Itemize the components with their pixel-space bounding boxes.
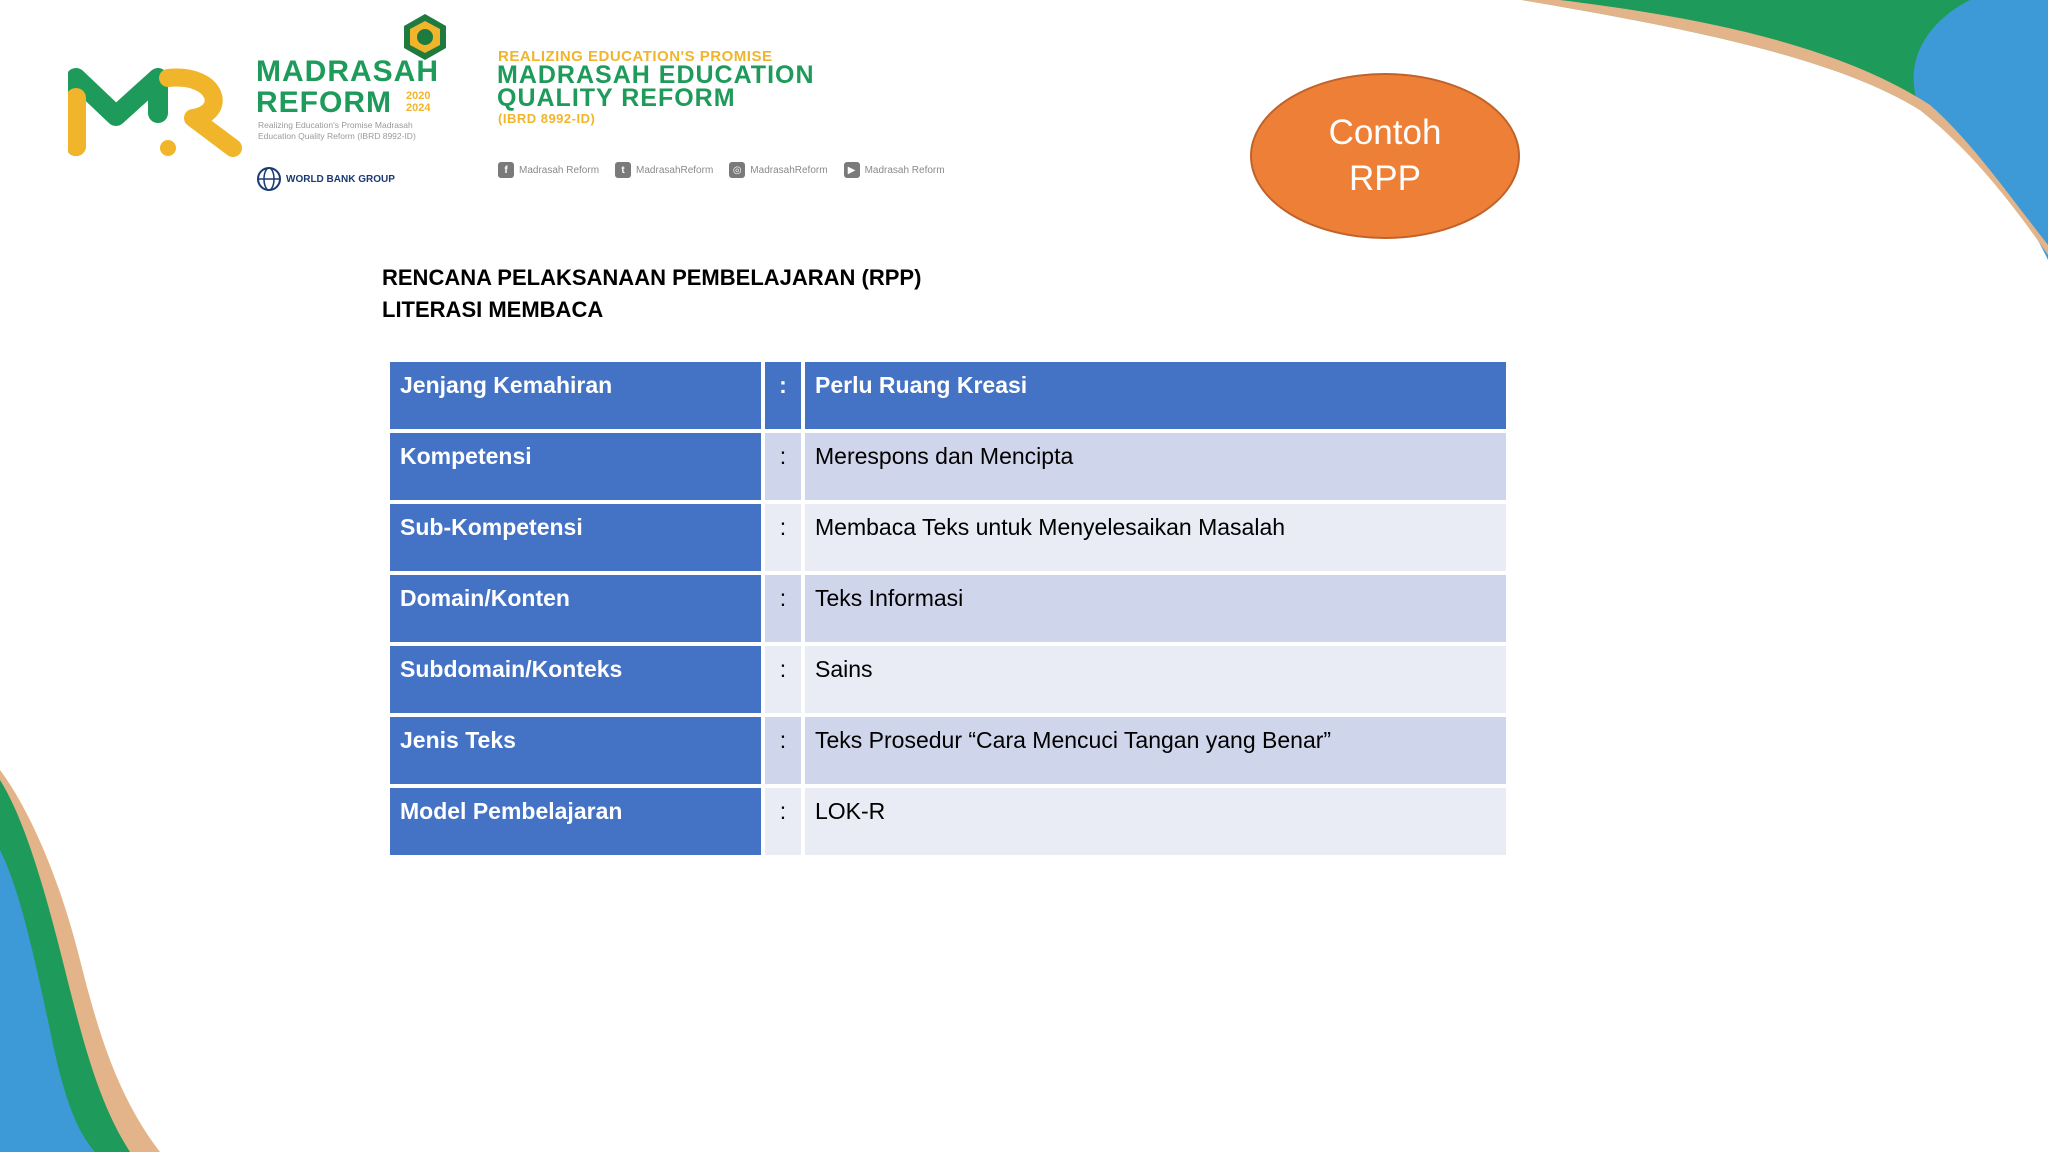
table-row: [390, 646, 1506, 713]
social-youtube: [844, 162, 945, 178]
row-label: Sub-Kompetensi: [390, 504, 761, 571]
row-value: LOK-R: [805, 788, 1506, 855]
program-line-2: QUALITY REFORM: [497, 84, 736, 112]
row-separator: :: [765, 362, 801, 429]
row-separator: :: [765, 646, 801, 713]
social-facebook-label: Madrasah Reform: [519, 164, 600, 176]
row-label: Jenis Teks: [390, 717, 761, 784]
program-line-1: MADRASAH EDUCATION: [497, 61, 815, 89]
social-instagram: [729, 162, 827, 178]
row-value: Teks Informasi: [805, 575, 1506, 642]
facebook-icon: f: [498, 162, 514, 178]
brand-years-end: 2024: [406, 102, 431, 114]
row-separator: :: [765, 433, 801, 500]
ibrd-code: (IBRD 8992-ID): [498, 111, 596, 126]
row-label: Subdomain/Konteks: [390, 646, 761, 713]
instagram-icon: ◎: [729, 162, 745, 178]
contoh-rpp-badge: [1250, 73, 1520, 239]
youtube-icon: ▶: [844, 162, 860, 178]
row-value: Membaca Teks untuk Menyelesaikan Masalah: [805, 504, 1506, 571]
row-value: Sains: [805, 646, 1506, 713]
row-label: Domain/Konten: [390, 575, 761, 642]
brand-line-1: MADRASAH: [256, 55, 439, 88]
social-instagram-label: MadrasahReform: [750, 164, 828, 176]
bottom-left-wave-decoration: [0, 760, 180, 1152]
table-row: [390, 433, 1506, 500]
row-separator: :: [765, 575, 801, 642]
badge-line-1: Contoh: [1328, 113, 1442, 152]
row-separator: :: [765, 788, 801, 855]
social-twitter: [615, 162, 713, 178]
twitter-icon: t: [615, 162, 631, 178]
brand-years-start: 2020: [406, 90, 431, 102]
row-value: Teks Prosedur “Cara Mencuci Tangan yang Benar”: [805, 717, 1506, 784]
page-title: [382, 262, 921, 326]
row-label: Jenjang Kemahiran: [390, 362, 761, 429]
world-bank-group: [256, 166, 395, 192]
table-row: [390, 575, 1506, 642]
brand-tagline: Realizing Education's Promise Madrasah Education Quality Reform (IBRD 8992-ID): [258, 120, 416, 141]
table-row: [390, 362, 1506, 429]
promise-text: REALIZING EDUCATION'S PROMISE: [498, 48, 773, 65]
badge-line-2: RPP: [1349, 159, 1421, 198]
program-name: [497, 61, 815, 112]
brand-years: [406, 90, 430, 114]
row-separator: :: [765, 504, 801, 571]
table-row: [390, 504, 1506, 571]
table-row: [390, 717, 1506, 784]
title-line-2: LITERASI MEMBACA: [382, 297, 604, 322]
social-youtube-label: Madrasah Reform: [864, 164, 945, 176]
table-row: [390, 788, 1506, 855]
row-value: Merespons dan Mencipta: [805, 433, 1506, 500]
social-links: [498, 162, 945, 178]
row-value: Perlu Ruang Kreasi: [805, 362, 1506, 429]
brand-line-2: REFORM: [256, 86, 392, 119]
title-line-1: RENCANA PELAKSANAAN PEMBELAJARAN (RPP): [382, 265, 922, 290]
row-label: Kompetensi: [390, 433, 761, 500]
world-bank-label: WORLD BANK GROUP: [286, 173, 395, 185]
social-facebook: [498, 162, 599, 178]
social-twitter-label: MadrasahReform: [636, 164, 714, 176]
row-separator: :: [765, 717, 801, 784]
globe-icon: [256, 166, 282, 192]
rpp-table: [386, 358, 1510, 859]
top-right-wave-decoration: [1500, 0, 2048, 260]
row-label: Model Pembelajaran: [390, 788, 761, 855]
madrasah-reform-logo-icon: [68, 58, 258, 158]
